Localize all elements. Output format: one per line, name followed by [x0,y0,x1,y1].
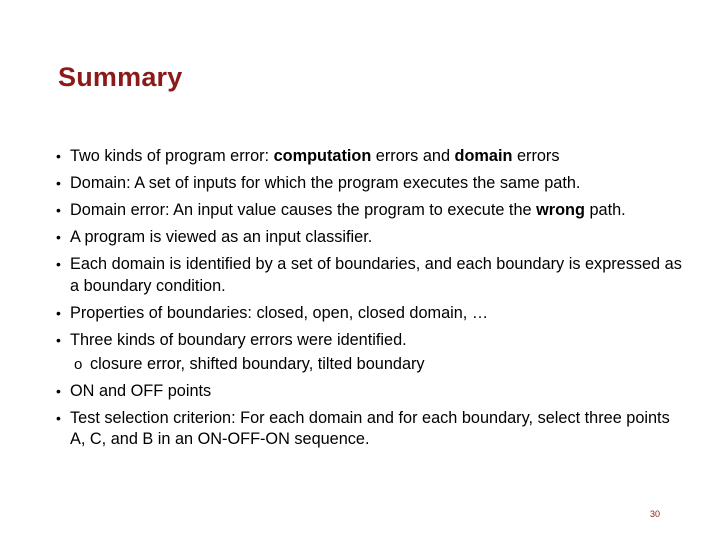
bullet-text: Properties of boundaries: closed, open, closed domain, … [70,303,489,322]
bullet-dot-icon: • [56,256,61,272]
bullet-item [56,303,686,325]
bullet-text: ON and OFF points [70,381,212,400]
bullet-text: A program is viewed as an input classifier. [70,228,373,246]
bullet-dot-icon: • [56,229,61,245]
bullet-bold-wrong: wrong [536,201,585,219]
bullet-item [56,408,686,451]
bullet-item [56,146,686,168]
sub-bullet-text: closure error, shifted boundary, tilted boundary [90,354,425,373]
circle-bullet-icon: o [74,355,83,373]
bullet-item [56,227,686,249]
bullet-text-pre: Two kinds of program error: [70,147,274,165]
bullet-text: Three kinds of boundary errors were identified. [70,330,407,349]
bullet-item [56,330,686,352]
bullet-item [56,200,686,222]
bullet-list [56,146,686,456]
bullet-dot-icon: • [56,409,61,426]
bullet-dot-icon: • [56,202,61,218]
bullet-item [56,173,686,195]
bullet-dot-icon: • [56,148,61,164]
bullet-item [56,254,686,297]
bullet-dot-icon: • [56,304,61,321]
sub-bullet-item [56,354,686,376]
slide-title: Summary [58,62,183,92]
bullet-dot-icon: • [56,175,61,191]
bullet-text: Test selection criterion: For each domain and for each boundary, select three points A, C, and B in an ON-OFF-ON sequence. [70,408,670,448]
bullet-text-pre: Domain error: An input value causes the program to execute the [70,201,537,219]
bullet-bold-domain: domain [454,147,513,165]
bullet-item [56,381,686,403]
bullet-dot-icon: • [56,331,61,348]
bullet-text-mid: errors and [371,147,455,165]
bullet-dot-icon: • [56,382,61,399]
page-number: 30 [650,509,661,519]
bullet-text-post: errors [512,147,560,165]
bullet-text-post: path. [584,201,626,219]
bullet-text: Each domain is identified by a set of boundaries, and each boundary is expressed as a boundary condition. [70,255,682,295]
bullet-text: Domain: A set of inputs for which the program executes the same path. [70,174,581,192]
bullet-bold-computation: computation [273,147,372,165]
